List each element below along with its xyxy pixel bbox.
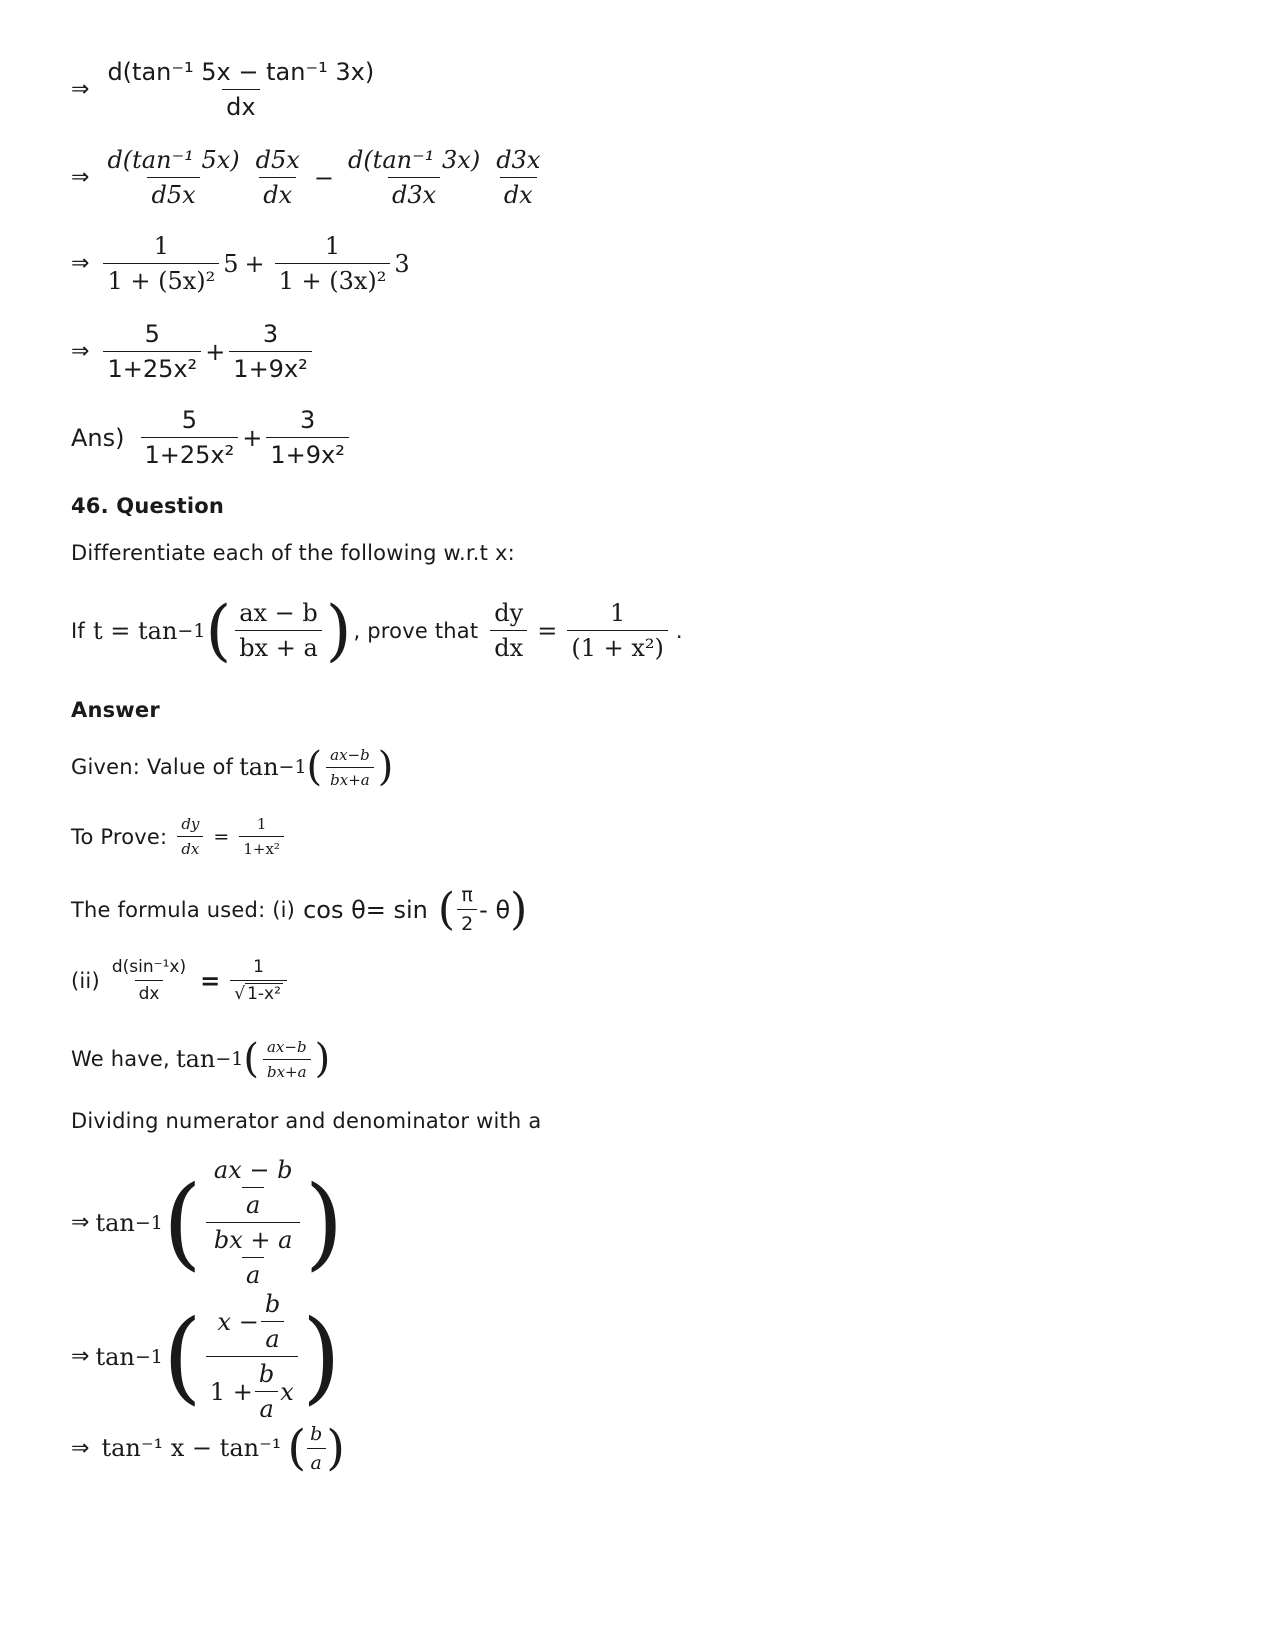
denominator: 1+x² (239, 836, 284, 858)
denominator: bx+a (263, 1059, 311, 1081)
derivation-step-3 (71, 1420, 345, 1476)
we-have-label: We have, (71, 1047, 170, 1071)
left-paren: ( (162, 1298, 202, 1415)
right-paren: ) (325, 592, 352, 669)
numerator: b (264, 1290, 281, 1318)
implies-arrow: ⇒ (71, 1435, 90, 1461)
left-paren: ( (162, 1164, 202, 1281)
left-paren: ( (437, 884, 456, 935)
numerator: ax − b (213, 1156, 293, 1184)
step-3 (71, 232, 410, 295)
denominator: 1+9x² (229, 351, 311, 383)
given-label: Given: Value of (71, 755, 234, 779)
right-paren: ) (510, 884, 528, 935)
prove-label: To Prove: (71, 824, 168, 849)
answer-heading: Answer (71, 698, 160, 722)
denominator: d3x (388, 177, 440, 209)
tan-text: tan (239, 753, 279, 781)
numerator: 5 (144, 320, 160, 348)
numerator: ax−b (266, 1037, 307, 1056)
x-var: x (280, 1377, 294, 1406)
we-have-line: We have, tan −1 ( $\frac{ax-b}{bx+a}$ ) (71, 1036, 331, 1082)
formula-ii-label: (ii) (71, 968, 100, 993)
x-minus: x − (217, 1307, 259, 1336)
tan-difference: tan⁻¹ x − tan⁻¹ (101, 1434, 282, 1462)
numerator: 1 (609, 599, 626, 627)
if-text: If (71, 618, 85, 643)
step-1 (71, 58, 382, 121)
denominator (206, 1222, 301, 1289)
formula-label: The formula used: (i) (71, 897, 296, 922)
radicand: 1-x² (247, 984, 281, 1004)
sqrt-icon: √ (234, 984, 246, 1004)
denominator: 1+9x² (266, 437, 348, 469)
numerator: 1 (256, 815, 267, 833)
equals-sign: = (213, 825, 230, 848)
derivation-step-1: ⇒ tan −1 ( $\frac{\frac{ax - b}{a}}{\frac{bx + a}{a}}$ ) (71, 1156, 344, 1289)
denominator: (1 + x²) (567, 630, 668, 662)
prove-text: , prove that (353, 618, 479, 643)
plus-sign: + (242, 423, 263, 452)
t-equation: t = tan (93, 616, 178, 645)
formula-ii-line (71, 957, 291, 1004)
implies-arrow: ⇒ (71, 251, 90, 276)
step-1-fraction (103, 58, 378, 121)
formula-i-text: cos θ= sin (303, 895, 428, 924)
numerator: b (310, 1422, 323, 1445)
right-paren: ) (301, 1298, 341, 1415)
plus-sign: + (205, 337, 226, 366)
left-paren: ( (243, 1036, 259, 1082)
left-paren: ( (306, 744, 323, 790)
denominator: dx (259, 177, 296, 209)
denominator: dx (222, 89, 259, 121)
numerator: 1 (153, 232, 169, 260)
numerator: ax−b (330, 745, 370, 764)
numerator (214, 1290, 291, 1356)
denominator: 1+25x² (141, 437, 239, 469)
denominator: 1 + (5x)² (103, 263, 219, 295)
denominator (230, 980, 287, 1004)
step-2 (71, 146, 548, 209)
tan-text: tan (175, 1045, 216, 1073)
numerator: d(sin⁻¹x) (111, 957, 187, 977)
numerator: d3x (496, 146, 541, 174)
question-heading: 46. Question (71, 494, 225, 518)
numerator: 1 (253, 957, 264, 977)
denominator: a (307, 1448, 326, 1474)
tan-text: tan (95, 1208, 135, 1237)
denominator: a (261, 1321, 283, 1353)
implies-arrow: ⇒ (71, 1210, 90, 1235)
numerator: b (258, 1360, 275, 1388)
right-paren: ) (304, 1164, 344, 1281)
numerator: 3 (299, 406, 316, 434)
denominator: a (242, 1257, 264, 1289)
right-paren: ) (377, 744, 394, 790)
period: . (675, 618, 683, 643)
plus-sign: + (244, 249, 265, 278)
dividing-text: Dividing numerator and denominator with a (71, 1109, 542, 1133)
denominator: 2 (457, 909, 477, 935)
implies-arrow: ⇒ (71, 77, 90, 102)
denominator: dx (177, 836, 203, 858)
equals-sign: = (200, 966, 221, 995)
step-4 (71, 320, 316, 383)
tan-text: tan (95, 1342, 135, 1371)
numerator: π (461, 884, 473, 906)
ans-label: Ans) (71, 423, 125, 452)
numerator: 1 (324, 232, 341, 260)
answer-line (71, 406, 353, 469)
numerator (206, 1156, 301, 1222)
derivation-step-2: ⇒ tan −1 ( x − $\frac{b}{a}$ 1 + $\frac{b}{a}$ x ) (71, 1290, 341, 1423)
implies-arrow: ⇒ (71, 165, 90, 190)
numerator: d(tan⁻¹ 5x − tan⁻¹ 3x) (107, 58, 375, 86)
question-instruction: Differentiate each of the following w.r.t x: (71, 541, 515, 565)
left-paren: ( (205, 592, 232, 669)
denominator: a (242, 1187, 264, 1219)
denominator: dx (500, 177, 537, 209)
multiplier: 3 (394, 249, 410, 278)
denominator: bx + a (235, 630, 322, 662)
numerator: d5x (255, 146, 300, 174)
numerator: bx + a (213, 1226, 293, 1254)
implies-arrow: ⇒ (71, 339, 90, 364)
numerator: d(tan⁻¹ 5x) (107, 146, 240, 174)
one-plus: 1 + (209, 1377, 253, 1406)
denominator (206, 1356, 298, 1423)
multiplier: 5 (223, 249, 239, 278)
implies-arrow: ⇒ (71, 1344, 90, 1369)
denominator: bx+a (326, 767, 374, 789)
denominator: dx (135, 980, 164, 1004)
formula-i-tail: - θ (479, 895, 511, 924)
denominator: d5x (147, 177, 199, 209)
right-paren: ) (326, 1420, 346, 1476)
formula-i-line (71, 884, 527, 935)
right-paren: ) (314, 1036, 331, 1082)
numerator: dy (181, 815, 200, 833)
question-statement: If t = tan −1 ( $\frac{ax - b}{bx + a}$ ) , prove that $\frac{dy}{dx}$ = $\frac{1}{\text{(1 + x²)}}$ . (71, 592, 683, 669)
numerator: dy (494, 599, 524, 627)
numerator: ax − b (239, 599, 318, 627)
minus-sign: − (313, 163, 334, 192)
numerator: 3 (262, 320, 279, 348)
to-prove-line (71, 815, 288, 858)
denominator: 1 + (3x)² (275, 263, 391, 295)
denominator: 1+25x² (103, 351, 201, 383)
denominator: dx (490, 630, 527, 662)
denominator: a (255, 1391, 277, 1423)
given-line: Given: Value of tan −1 ( $\frac{ax-b}{bx+a}$ ) (71, 744, 394, 790)
equals-sign: = (537, 616, 558, 645)
left-paren: ( (287, 1420, 307, 1476)
numerator: 5 (181, 406, 198, 434)
numerator: d(tan⁻¹ 3x) (347, 146, 481, 174)
